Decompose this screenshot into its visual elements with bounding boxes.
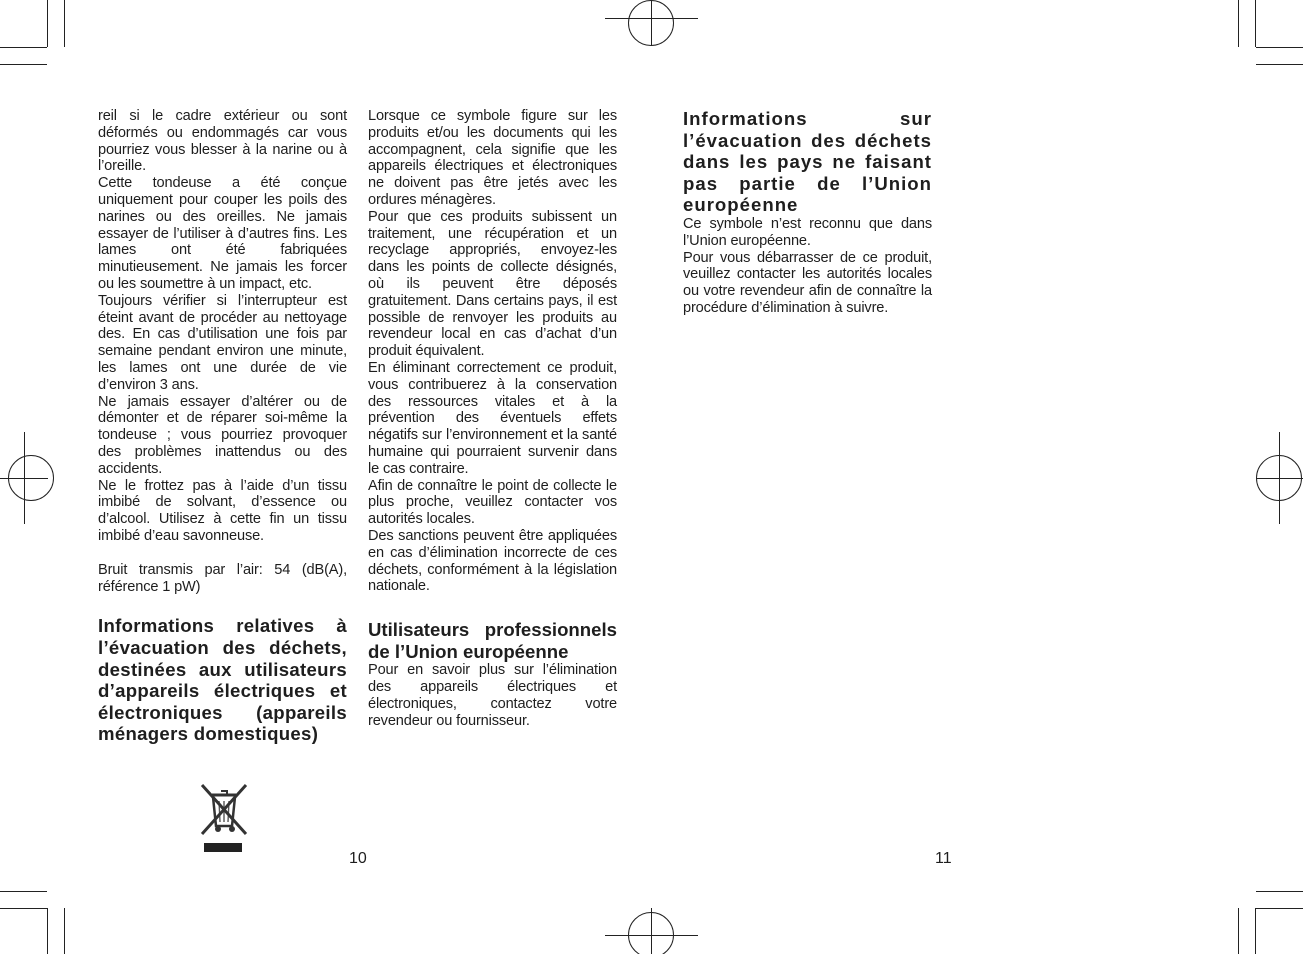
paragraph: Pour en savoir plus sur l’élimination des appareils électriques et électroniques, contactez votre revendeur ou fournisseur. xyxy=(368,662,617,729)
paragraph: Cette tondeuse a été conçue uniquement pour couper les poils des narines ou des oreilles. Ne jamais essayer de l’utiliser à d’autres fins. Les lames ont été fabriquées minutieusement. Ne jamais les forcer ou les soumettre à un impact, etc. xyxy=(98,175,347,292)
paragraph: Pour que ces produits subissent un traitement, une récupération et un recyclage appropriés, envoyez-les dans les points de collecte désignés, où ils peuvent être déposés gratuitement. Dans certains pays, il est possible de renvoyer les produits au revendeur local en cas d’achat d’un produit équivalent. xyxy=(368,208,617,360)
page-number: 11 xyxy=(935,850,952,867)
registration-line xyxy=(651,908,652,954)
section-heading: Utilisateurs professionnels de l’Union européenne xyxy=(368,619,617,662)
middle-column xyxy=(368,108,617,729)
crop-mark xyxy=(0,47,47,48)
crossed-out-wheelie-bin-icon xyxy=(199,782,249,854)
registration-line xyxy=(651,0,652,46)
section-heading: Informations relatives à l’évacuation des déchets, destinées aux utilisateurs d’appareils électriques et électroniques (appareils ménagers domestiques) xyxy=(98,615,347,745)
crop-mark xyxy=(1256,908,1303,909)
crop-mark xyxy=(64,908,65,954)
page-number: 10 xyxy=(349,850,367,867)
spacer xyxy=(98,595,347,615)
paragraph: Lorsque ce symbole figure sur les produits et/ou les documents qui les accompagnent, cela signifie que les appareils électriques et électroniques ne doivent pas être jetés avec les ordures ménagères. xyxy=(368,108,617,208)
section-heading: Informations sur l’évacuation des déchets dans les pays ne faisant pas partie de l’Union européenne xyxy=(683,108,932,216)
registration-line xyxy=(1279,432,1280,524)
crop-mark xyxy=(1256,891,1303,892)
crop-mark xyxy=(1238,0,1239,47)
crop-mark xyxy=(0,891,47,892)
crop-mark xyxy=(1238,908,1239,954)
noise-level: Bruit transmis par l’air: 54 (dB(A), référence 1 pW) xyxy=(98,561,347,595)
paragraph: reil si le cadre extérieur ou sont déformés ou endommagés car vous pourriez vous blesser à la narine ou à l’oreille. xyxy=(98,108,347,175)
paragraph: Des sanctions peuvent être appliquées en cas d’élimination incorrecte de ces déchets, conformément à la législation nationale. xyxy=(368,527,617,595)
right-column xyxy=(683,108,932,317)
paragraph: Toujours vérifier si l’interrupteur est éteint avant de procéder au nettoyage des. En cas d’utilisation une fois par semaine pendant environ une minute, les lames ont une durée de vie d’environ 3 ans. xyxy=(98,292,347,393)
paragraph: Ne jamais essayer d’altérer ou de démonter et de réparer soi-même la tondeuse ; vous pourriez provoquer des problèmes inattendus ou des accidents. xyxy=(98,393,347,477)
crop-mark xyxy=(0,908,47,909)
crop-mark xyxy=(1256,64,1303,65)
paragraph: Ce symbole n’est reconnu que dans l’Union européenne. xyxy=(683,215,932,249)
paragraph: Pour vous débarrasser de ce produit, veuillez contacter les autorités locales ou votre revendeur afin de connaître la procédure d’élimination à suivre. xyxy=(683,249,932,316)
paragraph: Ne le frottez pas à l’aide d’un tissu imbibé de solvant, d’essence ou d’alcool. Utilisez à cette fin un tissu imbibé d’eau savonneuse. xyxy=(98,477,347,544)
spacer xyxy=(98,545,347,562)
registration-line xyxy=(24,432,25,524)
crop-mark xyxy=(1255,0,1256,47)
crop-mark xyxy=(47,0,48,47)
crop-mark xyxy=(1255,908,1256,954)
crop-mark xyxy=(1256,47,1303,48)
crop-mark xyxy=(47,908,48,954)
spacer xyxy=(368,595,617,619)
crop-mark xyxy=(0,64,47,65)
weee-symbol xyxy=(199,782,249,854)
crop-mark xyxy=(64,0,65,47)
paragraph: Afin de connaître le point de collecte le plus proche, veuillez contacter vos autorités locales. xyxy=(368,477,617,528)
paragraph: En éliminant correctement ce produit, vous contribuerez à la conservation des ressources vitales et à la prévention des éventuels effets négatifs sur l’environnement et la santé humaine qui pourraient survenir dans le cas contraire. xyxy=(368,359,617,477)
left-column xyxy=(98,108,347,745)
